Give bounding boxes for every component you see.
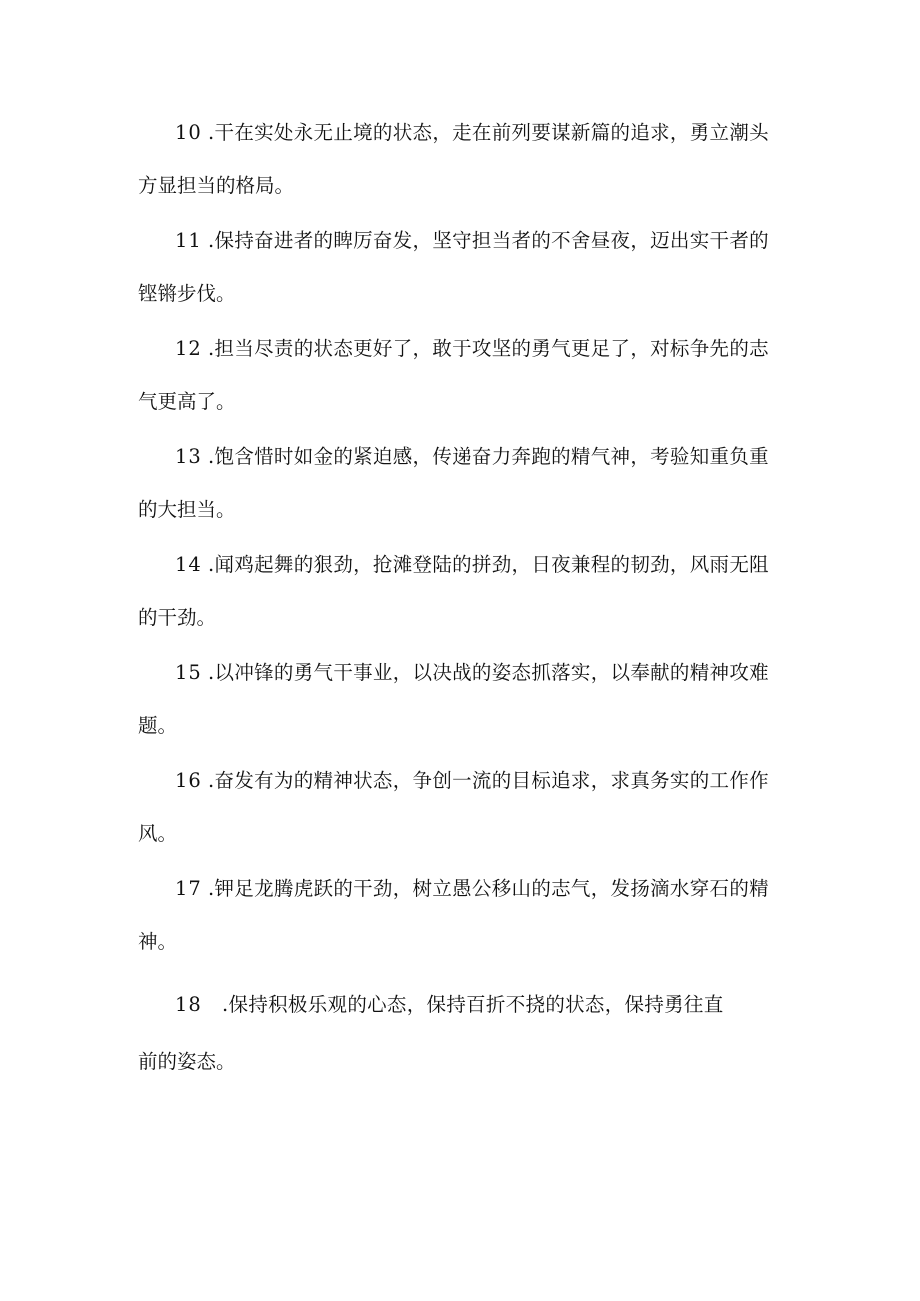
item-continuation: 前的姿态。: [138, 1050, 236, 1073]
list-item: [138, 444, 786, 522]
item-number: 12: [175, 337, 202, 360]
item-first-line: [138, 552, 786, 577]
item-text: .保持奋进者的睥厉奋发，坚守担当者的不舍昼夜，迈出实干者的: [208, 229, 769, 252]
item-continuation: 的大担当。: [138, 498, 236, 521]
list-item: [138, 768, 786, 846]
item-continuation: 气更高了。: [138, 390, 236, 413]
item-number: 13: [175, 445, 202, 468]
item-text: .保持积极乐观的心态，保持百折不挠的状态，保持勇往直: [222, 993, 724, 1016]
item-number: 11: [175, 229, 202, 252]
item-text: .闻鸡起舞的狠劲，抢滩登陆的拼劲，日夜兼程的韧劲，风雨无阻: [208, 553, 769, 576]
item-text: .干在实处永无止境的状态，走在前列要谋新篇的追求，勇立潮头: [208, 121, 769, 144]
list-item: [138, 120, 786, 198]
list-item: [138, 660, 786, 738]
item-continuation: 方显担当的格局。: [138, 174, 295, 197]
item-number: 15: [175, 661, 202, 684]
item-text: .担当尽责的状态更好了，敢于攻坚的勇气更足了，对标争先的志: [208, 337, 769, 360]
item-first-line: [138, 444, 786, 469]
list-item: [138, 552, 786, 630]
item-text: .奋发有为的精神状态，争创一流的目标追求，求真务实的工作作: [208, 769, 769, 792]
item-number: 10: [175, 121, 202, 144]
item-number: 16: [175, 769, 202, 792]
item-number: 17: [175, 877, 202, 900]
item-first-line: [138, 992, 786, 1017]
item-first-line: [138, 660, 786, 685]
list-item: [138, 876, 786, 954]
item-first-line: [138, 228, 786, 253]
item-text: .饱含惜时如金的紧迫感，传递奋力奔跑的精气神，考验知重负重: [208, 445, 769, 468]
item-number: 14: [175, 553, 202, 576]
item-first-line: [138, 336, 786, 361]
item-continuation: 神。: [138, 930, 178, 953]
item-first-line: [138, 768, 786, 793]
item-continuation: 风。: [138, 822, 178, 845]
item-continuation: 铿锵步伐。: [138, 282, 236, 305]
list-item: [138, 228, 786, 306]
item-text: .钾足龙腾虎跃的干劲，树立愚公移山的志气，发扬滴水穿石的精: [208, 877, 769, 900]
item-first-line: [138, 876, 786, 901]
item-text: .以冲锋的勇气干事业，以决战的姿态抓落实，以奉献的精神攻难: [208, 661, 769, 684]
item-first-line: [138, 120, 786, 145]
item-continuation: 题。: [138, 714, 178, 737]
list-item: [138, 336, 786, 414]
item-number: 18: [175, 993, 202, 1016]
list-item: [138, 992, 786, 1074]
item-continuation: 的干劲。: [138, 606, 217, 629]
